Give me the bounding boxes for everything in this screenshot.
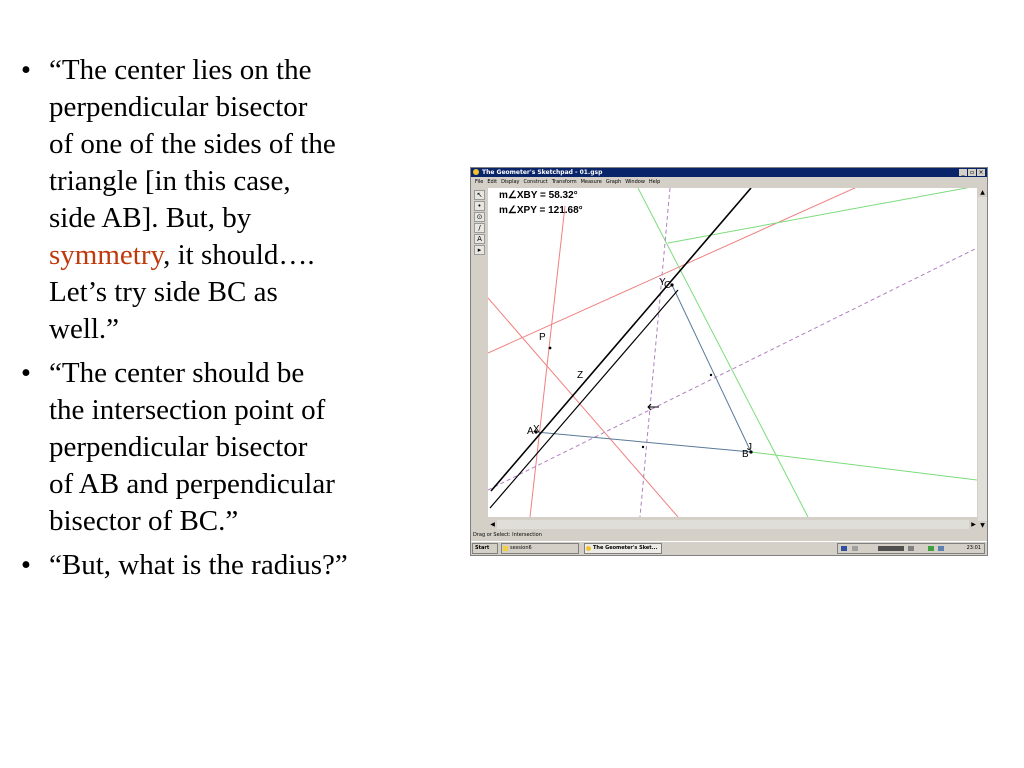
toolbox [472, 189, 487, 271]
bullet-text: “The center lies on the [49, 54, 312, 86]
taskbar-clock: 23:01 [966, 545, 981, 551]
scroll-right-icon[interactable]: ▶ [969, 520, 978, 529]
bullet-list [16, 52, 456, 591]
straightedge-icon[interactable]: / [474, 223, 485, 233]
custom-tool-icon[interactable]: ▸ [474, 245, 485, 255]
menu-measure[interactable]: Measure [580, 179, 602, 185]
menu-window[interactable]: Window [625, 179, 645, 185]
bullet-marker: • [20, 54, 32, 86]
window-title-bar [471, 168, 987, 177]
scroll-left-icon[interactable]: ◀ [488, 520, 497, 529]
emphasized-word: symmetry [49, 239, 164, 271]
system-tray [837, 543, 985, 554]
point-mid-ab[interactable] [642, 446, 644, 448]
dashed-line-b [640, 188, 670, 517]
bullet-item [16, 547, 456, 584]
sketchpad-app-icon [473, 169, 479, 175]
taskbar-item-session6[interactable] [501, 543, 579, 554]
sketchpad-app-icon [586, 546, 591, 551]
bullet-line [49, 355, 456, 392]
taskbar-item-label: session6 [510, 545, 532, 551]
bullet-line [49, 311, 456, 348]
bullet-line [49, 52, 456, 89]
red-line-b [530, 206, 565, 517]
menu-help[interactable]: Help [648, 179, 661, 185]
label-c: C [664, 280, 672, 291]
bullet-line [49, 503, 456, 540]
bullet-line [49, 126, 456, 163]
window-title: The Geometer's Sketchpad - 01.gsp [482, 169, 603, 176]
bullet-marker: • [20, 357, 32, 389]
measurement-xby[interactable]: m∠XBY = 58.32° [499, 190, 578, 201]
menu-transform[interactable]: Transform [551, 179, 577, 185]
bullet-text: side AB]. But, by [49, 202, 252, 234]
select-arrow-icon[interactable]: ↖ [474, 190, 485, 200]
bullet-line [49, 392, 456, 429]
folder-icon [503, 546, 508, 551]
bullet-line [49, 237, 456, 274]
menu-graph[interactable]: Graph [605, 179, 622, 185]
label-x: X [533, 424, 540, 435]
dashed-line-a [488, 248, 977, 490]
taskbar-item-sketchpad[interactable] [584, 543, 662, 554]
menu-display[interactable]: Display [501, 179, 520, 185]
bullet-text: triangle [in this case, [49, 165, 291, 197]
label-p: P [539, 332, 546, 343]
text-tool-icon[interactable]: A [474, 234, 485, 244]
menu-file[interactable]: File [475, 179, 484, 185]
compass-icon[interactable]: ⊙ [474, 212, 485, 222]
taskbar-item-label: The Geometer's Sket... [593, 545, 658, 551]
bullet-text: the intersection point of [49, 394, 326, 426]
bullet-text: perpendicular bisector [49, 431, 308, 463]
menu-edit[interactable]: Edit [487, 179, 498, 185]
measurement-xpy[interactable]: m∠XPY = 121.68° [499, 205, 583, 216]
horizontal-scrollbar[interactable] [488, 520, 978, 529]
scroll-up-icon[interactable]: ▲ [978, 188, 987, 197]
green-line-c [751, 452, 977, 480]
bullet-text: Let’s try side BC as [49, 276, 278, 308]
bullet-line [49, 429, 456, 466]
security-icon[interactable] [928, 546, 934, 551]
label-a: A [527, 426, 534, 437]
bullet-item [16, 355, 456, 540]
media-bar-icon[interactable] [878, 546, 904, 551]
green-line-b [638, 188, 808, 517]
black-line-b [490, 290, 678, 508]
bullet-text: “The center should be [49, 357, 305, 389]
language-icon[interactable] [841, 546, 847, 551]
bullet-line [49, 274, 456, 311]
bullet-line [49, 200, 456, 237]
minimize-button[interactable]: _ [959, 169, 967, 176]
label-y: Y [659, 277, 666, 288]
sketchpad-screenshot [470, 167, 988, 556]
display-icon[interactable] [938, 546, 944, 551]
vertical-scrollbar[interactable] [978, 188, 987, 530]
bullet-text: of AB and perpendicular [49, 468, 335, 500]
black-line-a [491, 188, 751, 491]
geometry-drawing [488, 188, 977, 517]
bullet-line [49, 89, 456, 126]
bullet-text: perpendicular bisector [49, 91, 308, 123]
status-bar: Drag or Select: Intersection [473, 532, 542, 538]
close-button[interactable]: × [978, 169, 984, 176]
bullet-text: , it should…. [163, 239, 315, 271]
point-p[interactable] [549, 347, 552, 350]
bullet-text: of one of the sides of the [49, 128, 336, 160]
bullet-text: “But, what is the radius?” [49, 549, 348, 581]
windows-taskbar [471, 541, 987, 556]
network-icon[interactable] [852, 546, 858, 551]
bullet-line [49, 466, 456, 503]
green-line-a [668, 188, 977, 243]
side-bc [672, 285, 751, 452]
bullet-line [49, 163, 456, 200]
bullet-marker: • [20, 549, 32, 581]
sketch-canvas[interactable] [488, 188, 977, 517]
window-controls [958, 169, 985, 178]
maximize-button[interactable]: ▫ [969, 169, 975, 176]
label-z: Z [577, 370, 584, 381]
label-b: B [742, 449, 749, 460]
point-mid-bc[interactable] [710, 374, 712, 376]
start-button[interactable]: Start [472, 543, 498, 554]
menu-construct[interactable]: Construct [523, 179, 548, 185]
point-icon[interactable]: • [474, 201, 485, 211]
bullet-text: bisector of BC.” [49, 505, 239, 537]
bullet-item [16, 52, 456, 348]
side-ab [536, 432, 751, 452]
label-j: J [747, 442, 752, 453]
scroll-down-icon[interactable]: ▼ [978, 521, 987, 530]
bullet-text: well.” [49, 313, 120, 345]
volume-icon[interactable] [908, 546, 914, 551]
menu-bar [471, 178, 987, 187]
bullet-line [49, 547, 456, 584]
